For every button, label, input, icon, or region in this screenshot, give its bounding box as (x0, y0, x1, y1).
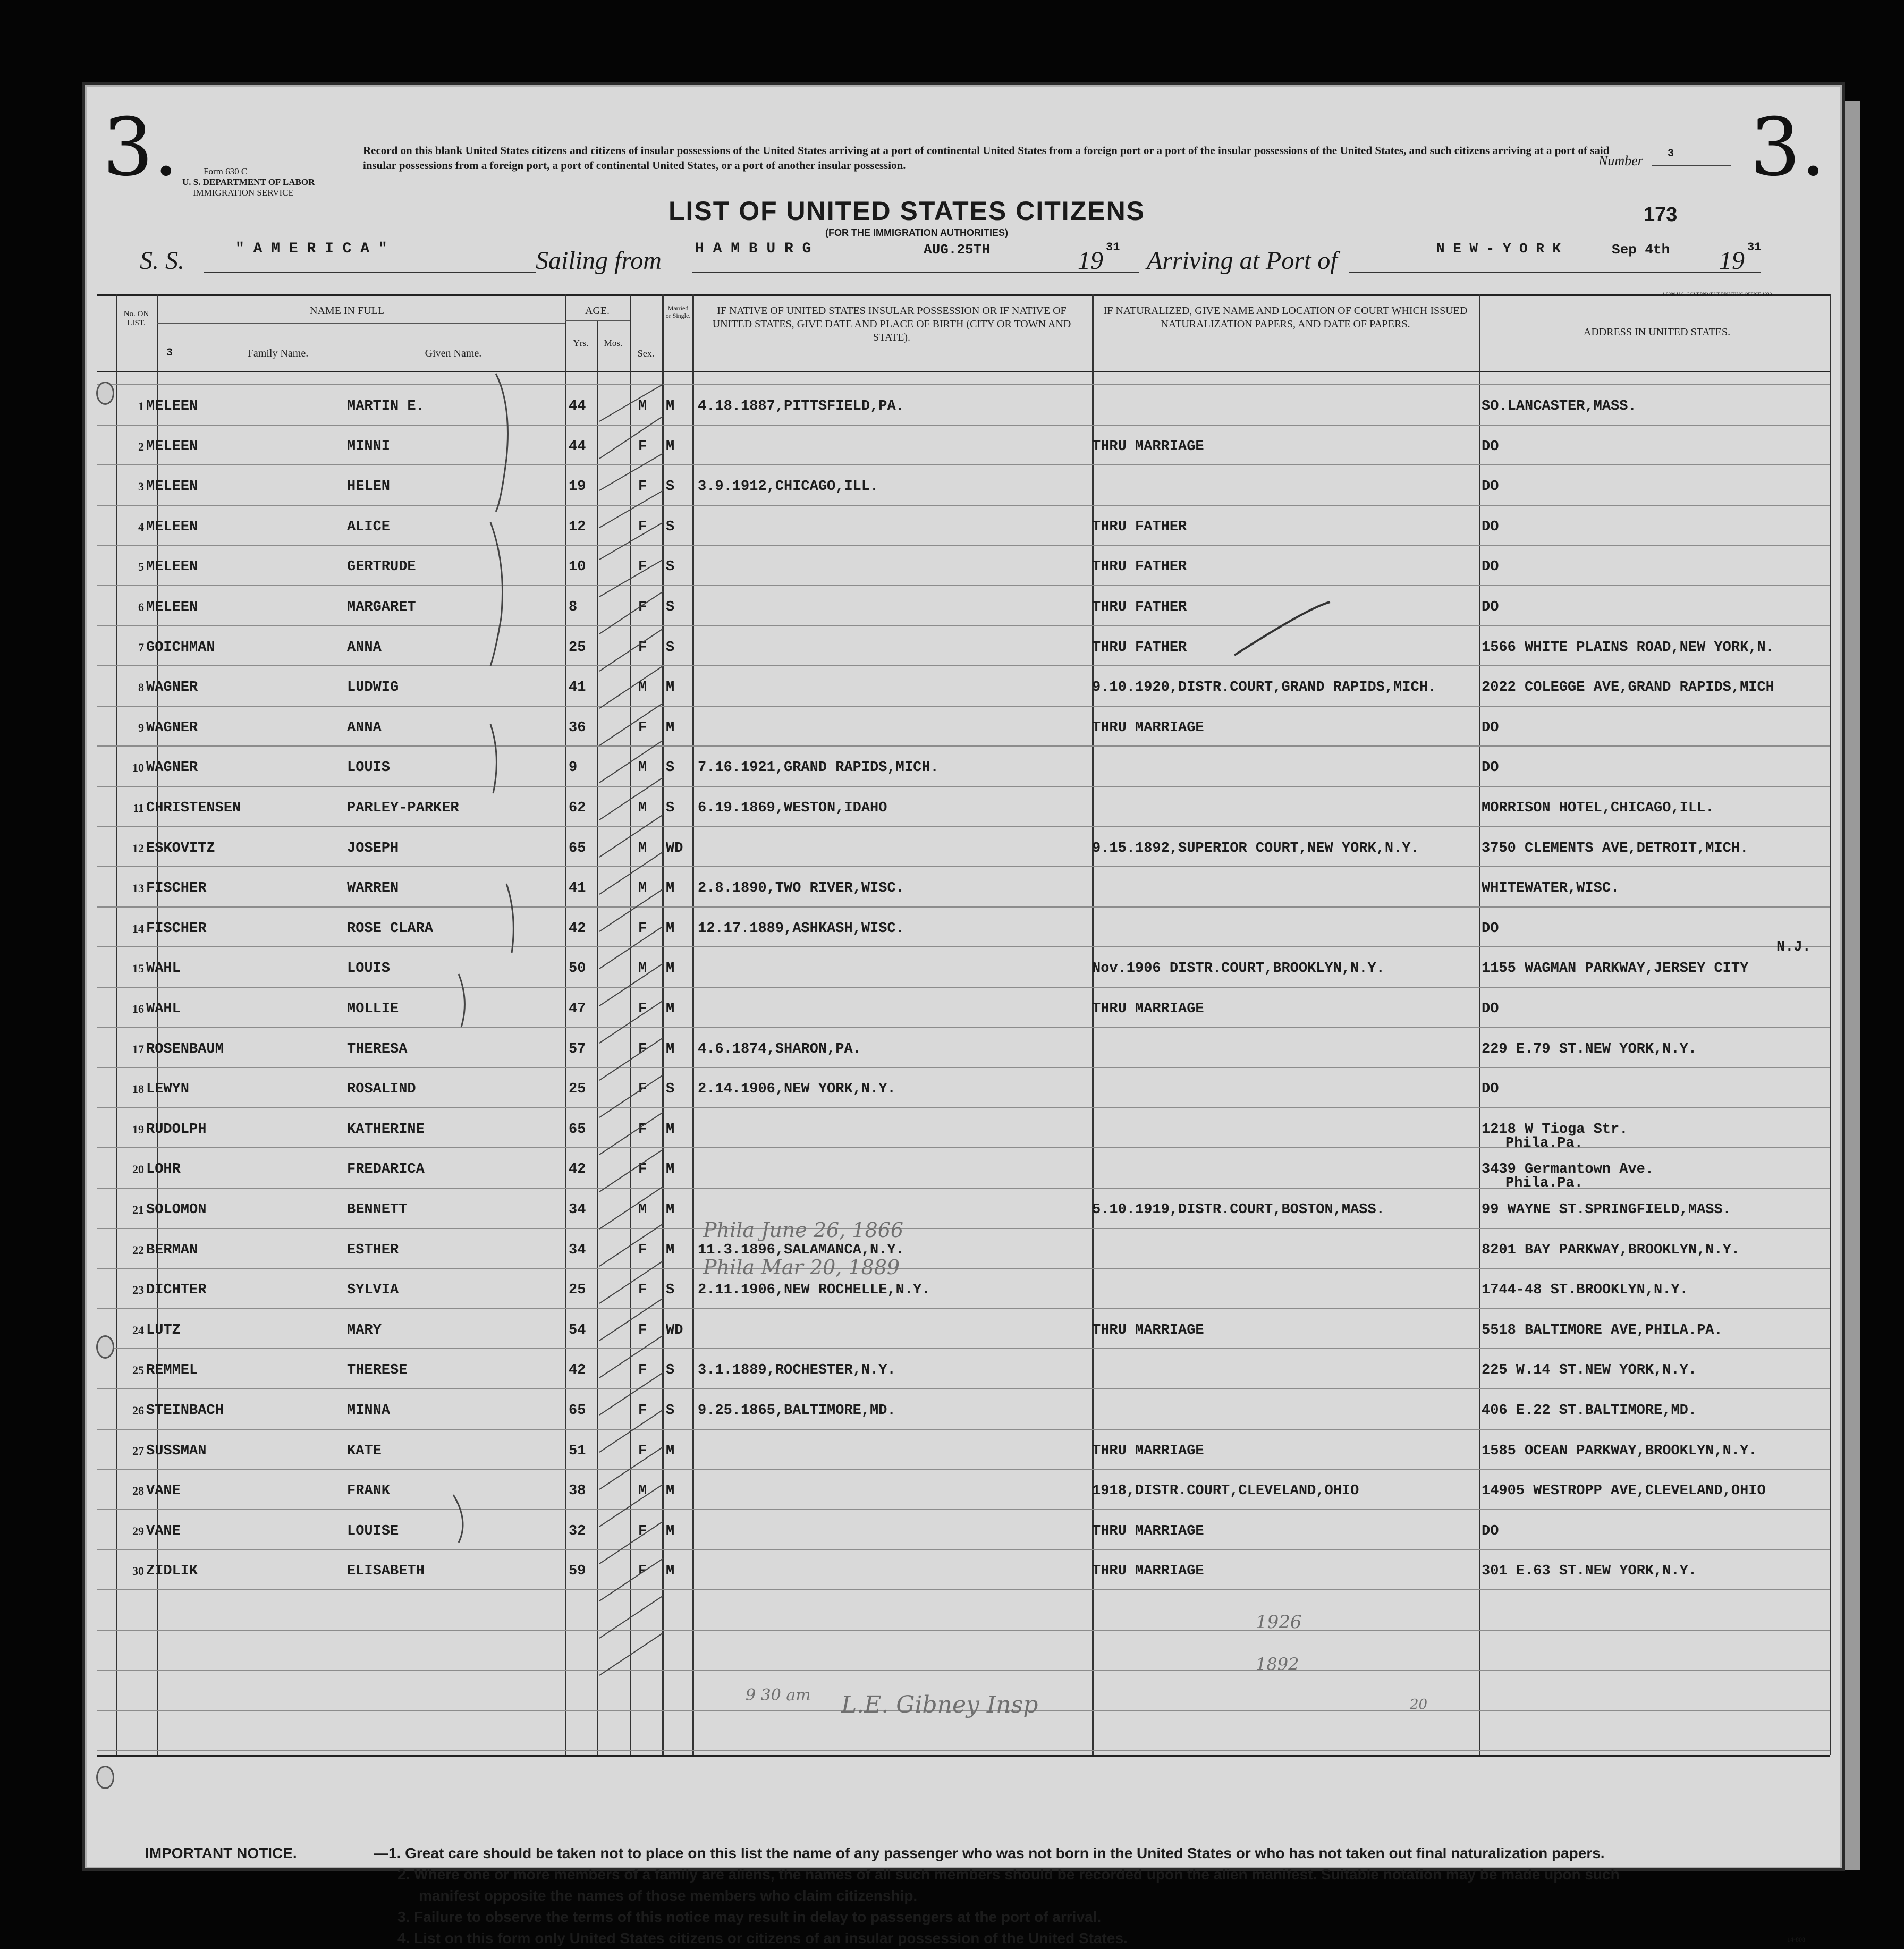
given-name: GERTRUDE (347, 559, 416, 575)
family-name: ROSENBAUM (146, 1041, 224, 1057)
naturalization-info: THRU FATHER (1092, 639, 1187, 656)
sex: F (638, 1523, 647, 1539)
age: 44 (569, 438, 586, 455)
given-name: ANNA (347, 639, 382, 656)
age: 19 (569, 479, 586, 495)
age: 34 (569, 1202, 586, 1218)
address: DO (1482, 1081, 1499, 1098)
sex: F (638, 1322, 647, 1338)
age: 10 (569, 559, 586, 575)
header-mos: Mos. (604, 338, 623, 348)
address-line-2: N.J. (1776, 939, 1811, 956)
notice-item-1: —1. Great care should be taken not to place on this list the name of any passenger who was not born in the United States or who has not taken out final naturalization papers. (374, 1845, 1605, 1861)
address: DO (1482, 719, 1499, 736)
corner-mark-right: 3. (1750, 101, 1826, 194)
family-name: MELEEN (146, 519, 198, 535)
number-label: Number (1598, 153, 1643, 168)
department: U. S. DEPARTMENT OF LABOR (182, 177, 315, 187)
marital-status: M (666, 1162, 675, 1178)
pen-strokes (87, 87, 1840, 1867)
page-number: 173 (1644, 204, 1678, 226)
sex: F (638, 1362, 647, 1379)
address: 3439 Germantown Ave. (1482, 1162, 1654, 1178)
age: 25 (569, 1081, 586, 1098)
given-name: ANNA (347, 719, 382, 736)
family-name: WAHL (146, 1001, 181, 1017)
sailing-year-prefix: 19 (1078, 247, 1103, 275)
naturalization-info: 9.15.1892,SUPERIOR COURT,NEW YORK,N.Y. (1092, 840, 1419, 857)
birth-info: 2.11.1906,NEW ROCHELLE,N.Y. (698, 1282, 930, 1299)
age: 57 (569, 1041, 586, 1057)
given-name: SYLVIA (347, 1282, 399, 1299)
sex: M (638, 800, 647, 816)
marital-status: WD (666, 840, 683, 857)
address: 5518 BALTIMORE AVE,PHILA.PA. (1482, 1322, 1723, 1338)
sex: F (638, 639, 647, 656)
row-no: 3 (138, 480, 144, 494)
address: SO.LANCASTER,MASS. (1482, 399, 1637, 414)
row-no: 2 (138, 439, 144, 453)
marital-status: S (666, 800, 675, 816)
age: 65 (569, 840, 586, 857)
sex: M (638, 399, 647, 414)
family-name: DICHTER (146, 1282, 207, 1299)
sex: F (638, 1282, 647, 1299)
row-no: 1 (138, 400, 144, 413)
sex: F (638, 1563, 647, 1580)
marital-status: M (666, 680, 675, 696)
row-no: 7 (138, 640, 144, 654)
row-no: 9 (138, 721, 144, 734)
arriving-label: Arriving at Port of (1147, 247, 1338, 275)
sheet-number: 3 (166, 347, 173, 359)
given-name: JOSEPH (347, 840, 399, 857)
birth-info: 2.14.1906,NEW YORK,N.Y. (698, 1081, 896, 1098)
given-name: ELISABETH (347, 1563, 425, 1580)
notice-item-2-cont: manifest opposite the names of those members who claim citizenship. (419, 1887, 918, 1904)
notice-heading: IMPORTANT NOTICE. (145, 1845, 297, 1861)
naturalization-info: THRU MARRIAGE (1092, 1001, 1204, 1017)
arrival-port: N E W - Y O R K (1436, 241, 1561, 257)
family-name: STEINBACH (146, 1403, 224, 1419)
sex: F (638, 1081, 647, 1098)
naturalization-info: THRU FATHER (1092, 519, 1187, 535)
marital-status: M (666, 399, 675, 414)
marital-status: M (666, 1202, 675, 1218)
header-given-name: Given Name. (425, 348, 482, 359)
given-name: MOLLIE (347, 1001, 399, 1017)
family-name: ZIDLIK (146, 1563, 198, 1580)
sailing-port: H A M B U R G (695, 241, 811, 257)
family-name: FISCHER (146, 920, 207, 937)
sex: M (638, 961, 647, 977)
arrival-year-suffix: 31 (1747, 241, 1762, 254)
sex: M (638, 880, 647, 897)
family-name: VANE (146, 1523, 181, 1539)
address: 1744-48 ST.BROOKLYN,N.Y. (1482, 1282, 1688, 1299)
age: 65 (569, 1403, 586, 1419)
marital-status: S (666, 479, 675, 495)
number-value: 3 (1668, 148, 1674, 160)
ship-name: " A M E R I C A " (235, 241, 387, 257)
marital-status: M (666, 1001, 675, 1017)
address-line-2: Phila.Pa. (1505, 1175, 1583, 1192)
row-no: 20 (132, 1163, 144, 1176)
age: 25 (569, 639, 586, 656)
row-no: 23 (132, 1283, 144, 1297)
row-no: 18 (132, 1082, 144, 1096)
row-no: 13 (132, 882, 144, 895)
sex: F (638, 719, 647, 736)
sailing-year-suffix: 31 (1106, 241, 1120, 254)
naturalization-info: THRU FATHER (1092, 559, 1187, 575)
handwritten-birth-20: Phila Mar 20, 1889 (703, 1256, 900, 1279)
row-no: 4 (138, 520, 144, 533)
sailing-date: AUG.25TH (924, 242, 990, 258)
family-name: MELEEN (146, 559, 198, 575)
given-name: LOUIS (347, 961, 391, 977)
naturalization-info: 9.10.1920,DISTR.COURT,GRAND RAPIDS,MICH. (1092, 680, 1437, 696)
address: 301 E.63 ST.NEW YORK,N.Y. (1482, 1563, 1697, 1580)
given-name: LOUIS (347, 760, 391, 776)
age: 65 (569, 1121, 586, 1138)
marital-status: M (666, 1443, 675, 1459)
sailing-label: Sailing from (536, 247, 662, 275)
address: WHITEWATER,WISC. (1482, 880, 1620, 897)
row-no: 22 (132, 1243, 144, 1257)
family-name: WAHL (146, 961, 181, 977)
age: 38 (569, 1483, 586, 1499)
address: 1155 WAGMAN PARKWAY,JERSEY CITY (1482, 961, 1749, 977)
inspector-signature: L.E. Gibney Insp (841, 1691, 1038, 1718)
marital-status: WD (666, 1322, 683, 1338)
given-name: MARY (347, 1322, 382, 1338)
row-no: 12 (132, 841, 144, 855)
header-no: No. ON LIST. (123, 310, 149, 327)
family-name: MELEEN (146, 599, 198, 615)
age: 9 (569, 760, 578, 776)
age: 41 (569, 880, 586, 897)
given-name: ESTHER (347, 1242, 399, 1258)
marital-status: S (666, 1362, 675, 1379)
page-subtitle: (FOR THE IMMIGRATION AUTHORITIES) (825, 227, 1008, 238)
family-name: WAGNER (146, 760, 198, 776)
family-name: FISCHER (146, 880, 207, 897)
birth-info: 7.16.1921,GRAND RAPIDS,MICH. (698, 760, 939, 776)
instructions-text: Record on this blank United States citizens and citizens of insular possessions of the United States arriving at a port of continental United States from a foreign port or a port of the insular possessions of the United States, and such citizens arriving at a port of said insular possessions from a foreign port, a port of continental United States, or a port of another insular possession. (363, 144, 1610, 172)
address: DO (1482, 920, 1499, 937)
address: 14905 WESTROPP AVE,CLEVELAND,OHIO (1482, 1483, 1766, 1499)
age: 32 (569, 1523, 586, 1539)
naturalization-info: THRU MARRIAGE (1092, 1443, 1204, 1459)
age: 54 (569, 1322, 586, 1338)
address: DO (1482, 760, 1499, 776)
row-no: 30 (132, 1564, 144, 1578)
sex: M (638, 840, 647, 857)
address: 225 W.14 ST.NEW YORK,N.Y. (1482, 1362, 1697, 1379)
notice-item-3: 3. Failure to observe the terms of this notice may result in delay to passengers at the port of arrival. (397, 1909, 1102, 1925)
row-no: 21 (132, 1203, 144, 1216)
marital-status: S (666, 519, 675, 535)
age: 8 (569, 599, 578, 615)
given-name: ROSALIND (347, 1081, 416, 1098)
family-name: BERMAN (146, 1242, 198, 1258)
row-no: 17 (132, 1042, 144, 1056)
address: DO (1482, 1523, 1499, 1539)
header-married: Married or Single. (665, 304, 691, 319)
row-no: 10 (132, 761, 144, 775)
address: DO (1482, 519, 1499, 535)
given-name: BENNETT (347, 1202, 408, 1218)
marital-status: S (666, 559, 675, 575)
header-name-in-full: NAME IN FULL (310, 305, 384, 317)
address: 406 E.22 ST.BALTIMORE,MD. (1482, 1403, 1697, 1419)
age: 42 (569, 920, 586, 937)
family-name: ESKOVITZ (146, 840, 215, 857)
signature-time: 9 30 am (746, 1686, 811, 1705)
handwritten-nat-30: 1892 (1256, 1654, 1299, 1674)
age: 36 (569, 719, 586, 736)
header-age: AGE. (585, 305, 610, 317)
birth-info: 6.19.1869,WESTON,IDAHO (698, 800, 887, 816)
marital-status: M (666, 1563, 675, 1580)
row-no: 29 (132, 1524, 144, 1538)
row-no: 8 (138, 681, 144, 694)
print-code: 14-8080 U.S. GOVERNMENT PRINTING OFFICE 1930 (1660, 292, 1772, 297)
marital-status: M (666, 961, 675, 977)
age: 42 (569, 1162, 586, 1178)
service: IMMIGRATION SERVICE (193, 188, 294, 198)
age: 25 (569, 1282, 586, 1299)
given-name: LUDWIG (347, 680, 399, 696)
address: DO (1482, 559, 1499, 575)
marital-status: M (666, 1121, 675, 1138)
marital-status: M (666, 1483, 675, 1499)
given-name: LOUISE (347, 1523, 399, 1539)
address: 1566 WHITE PLAINS ROAD,NEW YORK,N. (1482, 639, 1774, 656)
given-name: PARLEY-PARKER (347, 800, 459, 816)
given-name: KATHERINE (347, 1121, 425, 1138)
marital-status: S (666, 1081, 675, 1098)
age: 44 (569, 399, 586, 414)
header-family-name: Family Name. (247, 348, 309, 359)
row-no: 24 (132, 1323, 144, 1337)
punch-hole (96, 382, 114, 405)
marital-status: S (666, 1282, 675, 1299)
birth-info: 9.25.1865,BALTIMORE,MD. (698, 1403, 896, 1419)
handwritten-birth-19: Phila June 26, 1866 (703, 1218, 904, 1242)
sex: F (638, 479, 647, 495)
sex: M (638, 680, 647, 696)
family-name: RUDOLPH (146, 1121, 207, 1138)
sex: F (638, 1041, 647, 1057)
family-name: LEWYN (146, 1081, 190, 1098)
age: 12 (569, 519, 586, 535)
age: 41 (569, 680, 586, 696)
page-title: LIST OF UNITED STATES CITIZENS (668, 196, 1146, 226)
sex: F (638, 1162, 647, 1178)
marital-status: M (666, 719, 675, 736)
marital-status: M (666, 438, 675, 455)
sex: F (638, 559, 647, 575)
address: 1585 OCEAN PARKWAY,BROOKLYN,N.Y. (1482, 1443, 1757, 1459)
naturalization-info: THRU MARRIAGE (1092, 438, 1204, 455)
row-no: 15 (132, 962, 144, 976)
handwritten-nat-29: 1926 (1256, 1612, 1302, 1633)
age: 42 (569, 1362, 586, 1379)
corner-mark-left: 3. (103, 101, 179, 194)
row-no: 19 (132, 1122, 144, 1136)
given-name: MINNA (347, 1403, 391, 1419)
age: 62 (569, 800, 586, 816)
marital-status: S (666, 1403, 675, 1419)
family-name: CHRISTENSEN (146, 800, 241, 816)
form-number: Form 630 C (204, 166, 248, 176)
address: 229 E.79 ST.NEW YORK,N.Y. (1482, 1041, 1697, 1057)
sex: F (638, 438, 647, 455)
family-name: WAGNER (146, 680, 198, 696)
age: 34 (569, 1242, 586, 1258)
age: 47 (569, 1001, 586, 1017)
birth-info: 4.6.1874,SHARON,PA. (698, 1041, 861, 1057)
arrival-date: Sep 4th (1612, 242, 1670, 258)
marital-status: M (666, 1523, 675, 1539)
birth-info: 3.9.1912,CHICAGO,ILL. (698, 479, 879, 495)
given-name: THERESE (347, 1362, 408, 1379)
punch-hole (96, 1335, 114, 1359)
row-no: 16 (132, 1002, 144, 1015)
address: MORRISON HOTEL,CHICAGO,ILL. (1482, 800, 1714, 816)
birth-info: 4.18.1887,PITTSFIELD,PA. (698, 399, 904, 414)
sex: F (638, 1443, 647, 1459)
age: 51 (569, 1443, 586, 1459)
birth-info: 3.1.1889,ROCHESTER,N.Y. (698, 1362, 896, 1379)
marital-status: M (666, 920, 675, 937)
family-name: VANE (146, 1483, 181, 1499)
address: 2022 COLEGGE AVE,GRAND RAPIDS,MICH (1482, 680, 1774, 696)
sex: M (638, 1483, 647, 1499)
address: DO (1482, 599, 1499, 615)
sex: F (638, 1001, 647, 1017)
family-name: REMMEL (146, 1362, 198, 1379)
marital-status: M (666, 880, 675, 897)
family-name: MELEEN (146, 399, 198, 414)
address: 1218 W Tioga Str. (1482, 1121, 1628, 1138)
address-line-2: Phila.Pa. (1505, 1135, 1583, 1151)
row-no: 5 (138, 560, 144, 574)
address: 99 WAYNE ST.SPRINGFIELD,MASS. (1482, 1202, 1731, 1218)
family-name: LOHR (146, 1162, 181, 1178)
row-no: 25 (132, 1363, 144, 1377)
footer-code: 14-808 (1787, 1936, 1805, 1943)
header-sex: Sex. (637, 348, 655, 359)
marital-status: S (666, 760, 675, 776)
birth-info: 2.8.1890,TWO RIVER,WISC. (698, 880, 904, 897)
naturalization-info: 5.10.1919,DISTR.COURT,BOSTON,MASS. (1092, 1202, 1385, 1218)
marital-status: M (666, 1041, 675, 1057)
header-address: ADDRESS IN UNITED STATES. (1583, 326, 1731, 338)
header-naturalized: IF NATURALIZED, GIVE NAME AND LOCATION OF COURT WHICH ISSUED NATURALIZATION PAPERS, AND DATE OF PAPERS. (1103, 305, 1468, 330)
given-name: WARREN (347, 880, 399, 897)
family-name: SUSSMAN (146, 1443, 207, 1459)
given-name: HELEN (347, 479, 391, 495)
given-name: FRANK (347, 1483, 391, 1499)
sex: M (638, 1202, 647, 1218)
punch-hole (96, 1766, 114, 1789)
row-no: 11 (133, 801, 144, 815)
row-no: 27 (132, 1444, 144, 1457)
given-name: KATE (347, 1443, 382, 1459)
sex: F (638, 599, 647, 615)
family-name: MELEEN (146, 479, 198, 495)
given-name: MARGARET (347, 599, 416, 615)
naturalization-info: 1918,DISTR.COURT,CLEVELAND,OHIO (1092, 1483, 1359, 1499)
sex: F (638, 1403, 647, 1419)
naturalization-info: THRU MARRIAGE (1092, 1523, 1204, 1539)
family-name: LUTZ (146, 1322, 181, 1338)
row-no: 26 (132, 1404, 144, 1417)
address: 3750 CLEMENTS AVE,DETROIT,MICH. (1482, 840, 1749, 857)
naturalization-info: THRU FATHER (1092, 599, 1187, 615)
header-yrs: Yrs. (573, 338, 589, 348)
address: DO (1482, 1001, 1499, 1017)
row-no: 28 (132, 1484, 144, 1498)
given-name: ALICE (347, 519, 391, 535)
naturalization-info: THRU MARRIAGE (1092, 719, 1204, 736)
address: DO (1482, 479, 1499, 495)
family-name: GOICHMAN (146, 639, 215, 656)
sex: F (638, 1121, 647, 1138)
page-stack-edge (1839, 101, 1860, 1870)
notice-item-4: 4. List on this form only United States citizens or citizens of an insular possession of the United States. (397, 1930, 1128, 1946)
marital-status: S (666, 639, 675, 656)
sex: F (638, 920, 647, 937)
family-name: WAGNER (146, 719, 198, 736)
address: 8201 BAY PARKWAY,BROOKLYN,N.Y. (1482, 1242, 1740, 1258)
given-name: MINNI (347, 438, 391, 455)
sex: M (638, 760, 647, 776)
marital-status: S (666, 599, 675, 615)
given-name: FREDARICA (347, 1162, 425, 1178)
naturalization-info: THRU MARRIAGE (1092, 1322, 1204, 1338)
birth-info: 11.3.1896,SALAMANCA,N.Y. (698, 1242, 904, 1258)
age: 50 (569, 961, 586, 977)
manifest-sheet (85, 85, 1842, 1946)
naturalization-info: THRU MARRIAGE (1092, 1563, 1204, 1580)
birth-info: 12.17.1889,ASHKASH,WISC. (698, 920, 904, 937)
family-name: SOLOMON (146, 1202, 207, 1218)
header-native: IF NATIVE OF UNITED STATES INSULAR POSSESSION OR IF NATIVE OF UNITED STATES, GIVE DATE AND PLACE OF BIRTH (CITY OR TOWN AND STATE). (712, 305, 1071, 343)
address: DO (1482, 438, 1499, 455)
arrival-year-prefix: 19 (1719, 247, 1745, 275)
family-name: MELEEN (146, 438, 198, 455)
row-no: 14 (132, 921, 144, 935)
handwritten-mark: 20 (1410, 1697, 1428, 1713)
ss-label: S. S. (140, 247, 184, 275)
given-name: MARTIN E. (347, 399, 425, 414)
sex: F (638, 519, 647, 535)
sex: F (638, 1242, 647, 1258)
marital-status: M (666, 1242, 675, 1258)
given-name: THERESA (347, 1041, 408, 1057)
notice-item-2: 2. Where one or more members of a family are aliens, the names of all such members should be recorded upon the alien manifest. Suitable notation may be made upon such (397, 1866, 1620, 1883)
row-no: 6 (138, 600, 144, 614)
age: 59 (569, 1563, 586, 1580)
naturalization-info: Nov.1906 DISTR.COURT,BROOKLYN,N.Y. (1092, 961, 1385, 977)
given-name: ROSE CLARA (347, 920, 434, 937)
